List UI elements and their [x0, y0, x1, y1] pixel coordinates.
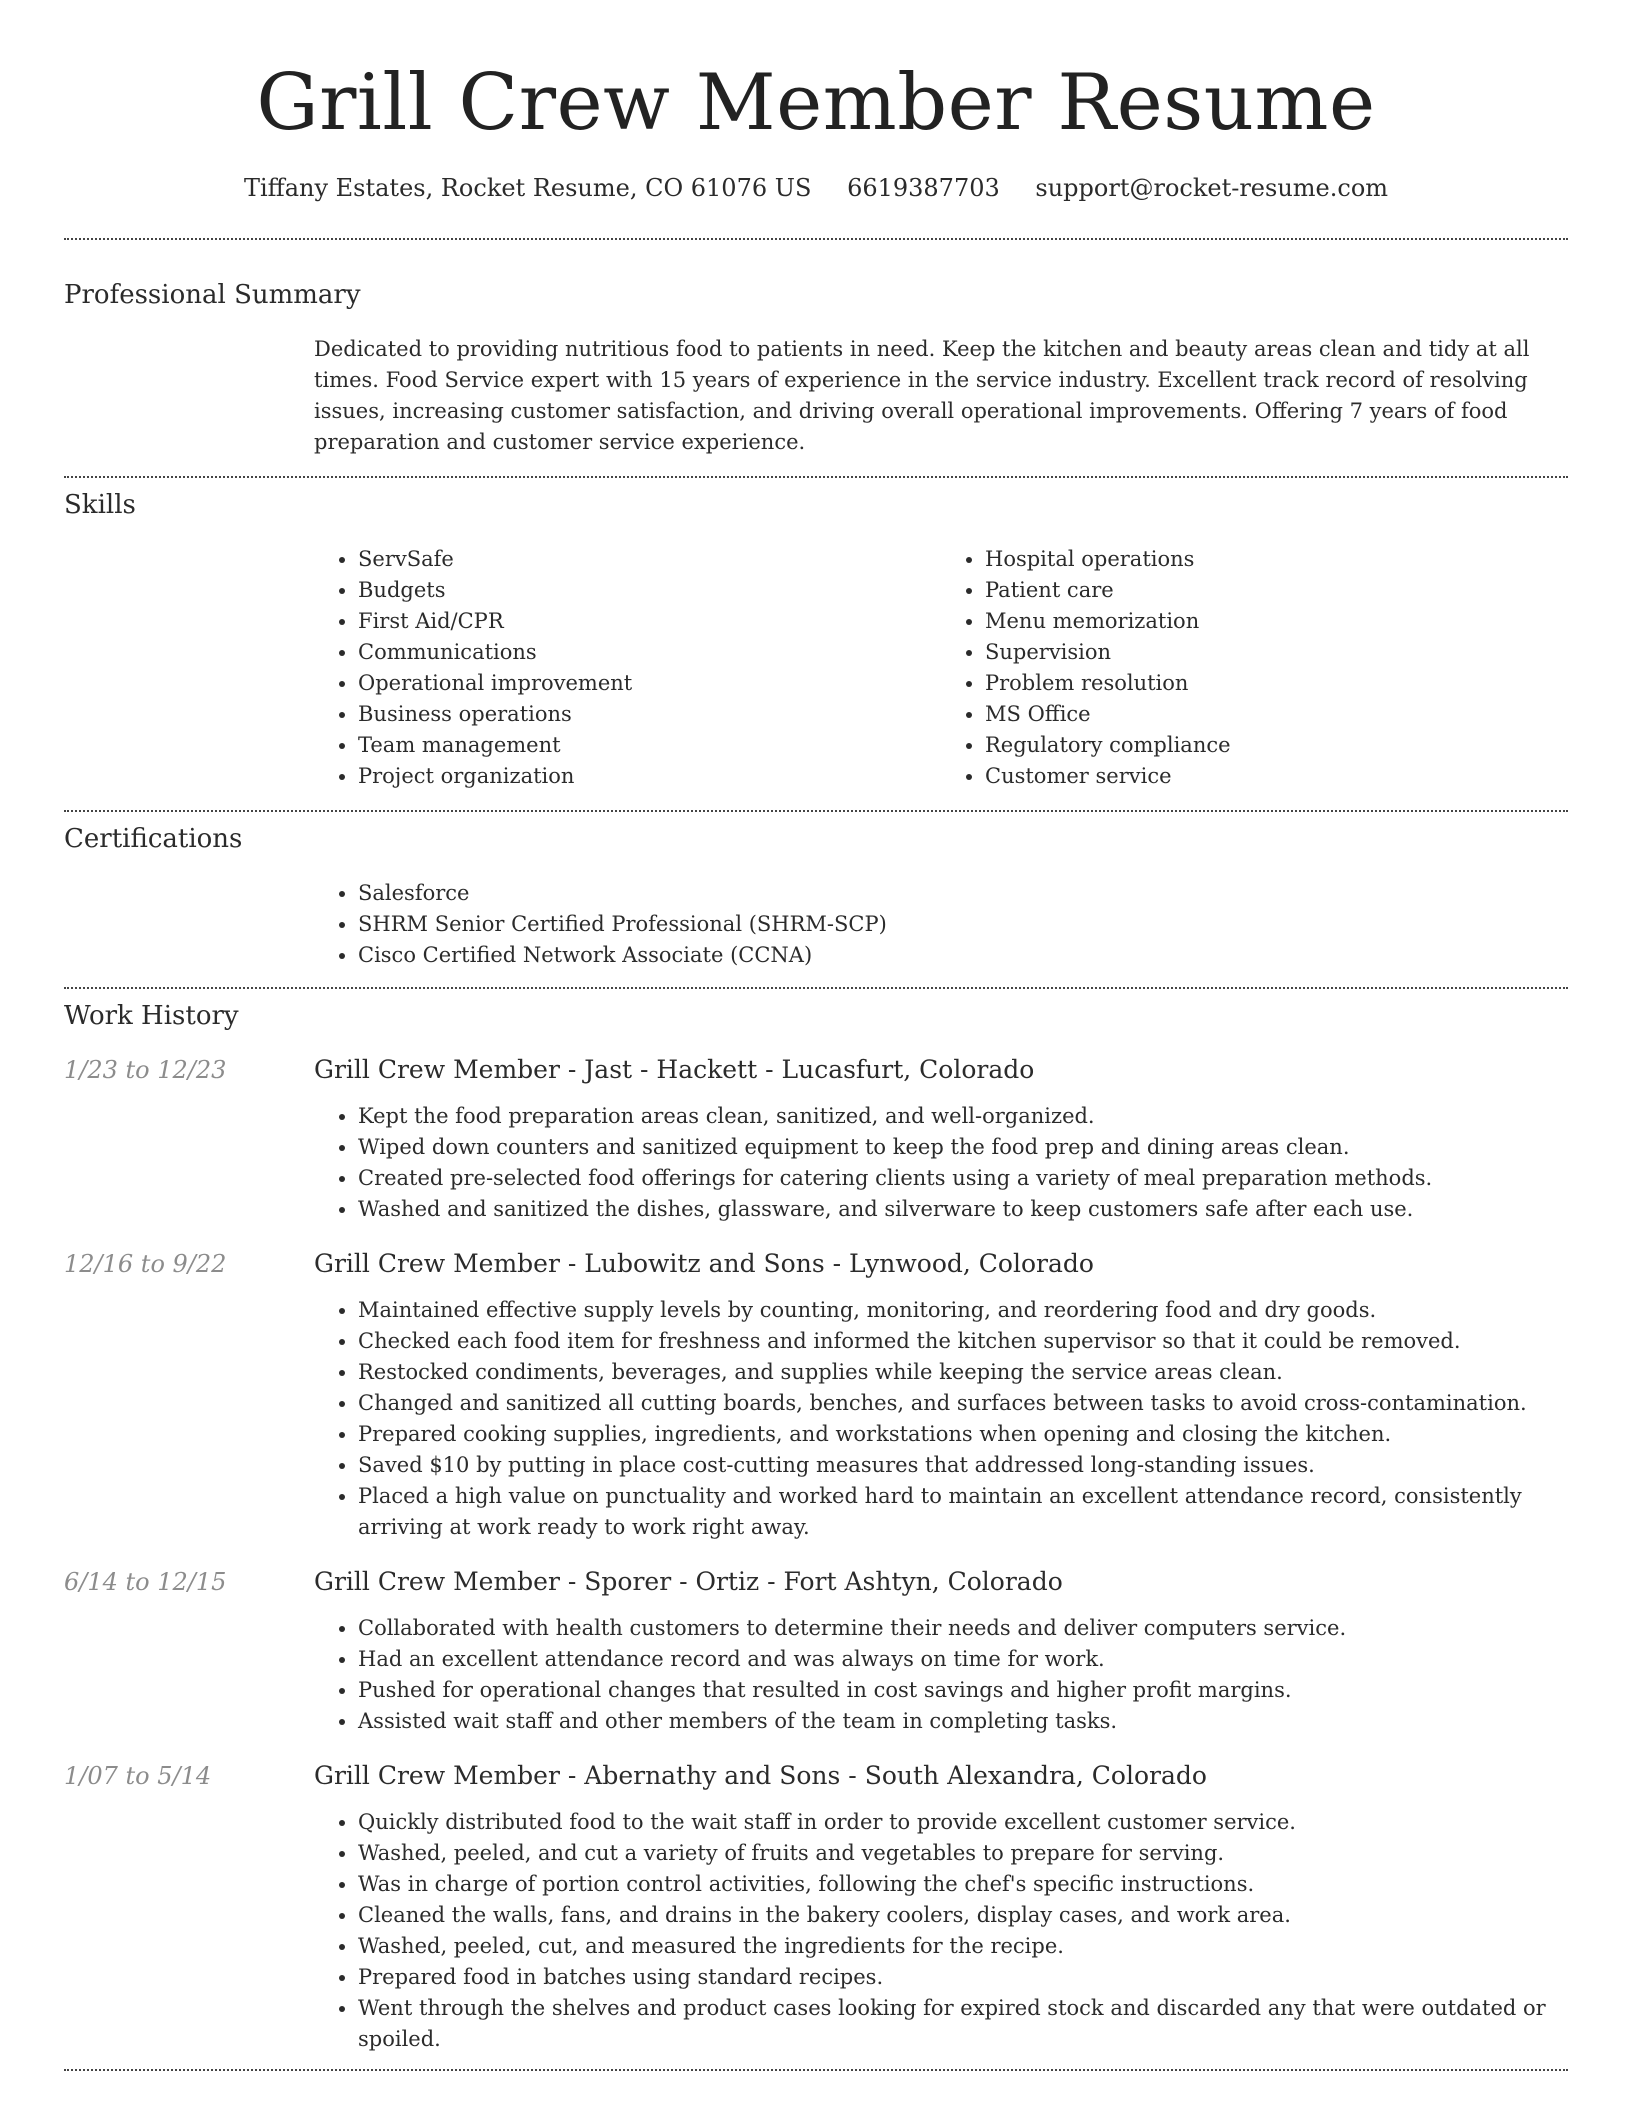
job-bullet: • Prepared food in batches using standard recipes.	[358, 1962, 1568, 1993]
skill-item: • Problem resolution	[985, 668, 1568, 699]
section-heading-skills: Skills	[64, 490, 136, 520]
resume-page	[64, 0, 1568, 2071]
job-details	[314, 1247, 1568, 1543]
job-entry	[64, 1759, 1568, 2055]
skills-column-left	[314, 544, 941, 792]
job-bullet: • Created pre-selected food offerings for catering clients using a variety of meal preparation methods.	[358, 1163, 1568, 1194]
contact-address: Tiffany Estates, Rocket Resume, CO 61076 US	[243, 174, 812, 202]
contact-info	[64, 174, 1568, 202]
job-bullet: • Placed a high value on punctuality and worked hard to maintain an excellent attendance record, consistently arriving at work ready to work right away.	[358, 1481, 1568, 1543]
divider	[64, 987, 1568, 989]
skill-item: • Hospital operations	[985, 544, 1568, 575]
job-bullet: • Wiped down counters and sanitized equipment to keep the food prep and dining areas clean.	[358, 1132, 1568, 1163]
job-title: Grill Crew Member - Jast - Hackett - Lucasfurt, Colorado	[314, 1055, 1035, 1084]
job-dates: 1/07 to 5/14	[64, 1762, 212, 1790]
job-bullet: • Prepared cooking supplies, ingredients, and workstations when opening and closing the kitchen.	[358, 1419, 1568, 1450]
skill-item: • Operational improvement	[358, 668, 941, 699]
job-bullet: • Washed, peeled, cut, and measured the ingredients for the recipe.	[358, 1931, 1568, 1962]
job-bullet: • Pushed for operational changes that resulted in cost savings and higher profit margins.	[358, 1675, 1568, 1706]
certification-item: • SHRM Senior Certified Professional (SHRM-SCP)	[358, 909, 1568, 940]
job-bullet: • Saved $10 by putting in place cost-cutting measures that addressed long-standing issues.	[358, 1450, 1568, 1481]
divider	[64, 810, 1568, 812]
skill-item: • Business operations	[358, 699, 941, 730]
job-bullet: • Went through the shelves and product cases looking for expired stock and discarded any that were outdated or spoiled.	[358, 1993, 1568, 2055]
job-bullet: • Maintained effective supply levels by counting, monitoring, and reordering food and dry goods.	[358, 1295, 1568, 1326]
skill-item: • Budgets	[358, 575, 941, 606]
section-heading-certifications: Certifications	[64, 824, 243, 854]
skill-item: • Menu memorization	[985, 606, 1568, 637]
divider	[64, 2069, 1568, 2071]
divider	[64, 476, 1568, 478]
job-bullet: • Changed and sanitized all cutting boards, benches, and surfaces between tasks to avoid cross-contamination.	[358, 1388, 1568, 1419]
job-dates: 6/14 to 12/15	[64, 1568, 227, 1596]
skill-item: • First Aid/CPR	[358, 606, 941, 637]
job-entry	[64, 1247, 1568, 1543]
skill-item: • Project organization	[358, 761, 941, 792]
contact-email: support@rocket-resume.com	[1035, 174, 1389, 202]
job-dates: 1/23 to 12/23	[64, 1056, 227, 1084]
job-title: Grill Crew Member - Abernathy and Sons - South Alexandra, Colorado	[314, 1761, 1207, 1790]
job-bullets	[314, 1613, 1568, 1737]
job-details	[314, 1053, 1568, 1225]
skill-item: • Supervision	[985, 637, 1568, 668]
section-heading-summary: Professional Summary	[64, 280, 361, 310]
summary-text: Dedicated to providing nutritious food to patients in need. Keep the kitchen and beauty areas clean and tidy at all times. Food Service expert with 15 years of experience in the service industry. Excellent track record of resolving issues, increasing customer satisfaction, and driving overall operational improvements. Offering 7 years of food preparation and customer service experience.	[314, 337, 1530, 454]
skill-item: • Team management	[358, 730, 941, 761]
job-bullets	[314, 1101, 1568, 1225]
job-bullet: • Was in charge of portion control activities, following the chef's specific instructions.	[358, 1869, 1568, 1900]
skill-item: • Regulatory compliance	[985, 730, 1568, 761]
contact-phone: 6619387703	[847, 174, 1000, 202]
job-bullet: • Collaborated with health customers to determine their needs and deliver computers service.	[358, 1613, 1568, 1644]
job-bullet: • Quickly distributed food to the wait staff in order to provide excellent customer service.	[358, 1807, 1568, 1838]
job-bullets	[314, 1807, 1568, 2055]
work-history-list	[64, 1053, 1568, 2055]
job-bullet: • Had an excellent attendance record and was always on time for work.	[358, 1644, 1568, 1675]
job-bullet: • Checked each food item for freshness and informed the kitchen supervisor so that it could be removed.	[358, 1326, 1568, 1357]
skills-column-right	[941, 544, 1568, 792]
job-bullet: • Assisted wait staff and other members of the team in completing tasks.	[358, 1706, 1568, 1737]
section-heading-work-history: Work History	[64, 1001, 239, 1031]
skill-item: • Patient care	[985, 575, 1568, 606]
job-title: Grill Crew Member - Sporer - Ortiz - Fort Ashtyn, Colorado	[314, 1567, 1063, 1596]
certification-item: • Salesforce	[358, 878, 1568, 909]
certifications-items	[314, 878, 1568, 971]
divider	[64, 238, 1568, 240]
skill-item: • ServSafe	[358, 544, 941, 575]
skill-item: • Communications	[358, 637, 941, 668]
job-bullet: • Washed, peeled, and cut a variety of fruits and vegetables to prepare for serving.	[358, 1838, 1568, 1869]
job-details	[314, 1759, 1568, 2055]
job-entry	[64, 1565, 1568, 1737]
job-bullets	[314, 1295, 1568, 1543]
skill-item: • MS Office	[985, 699, 1568, 730]
certifications-list	[314, 878, 1568, 971]
resume-title: Grill Crew Member Resume	[256, 58, 1376, 148]
job-entry	[64, 1053, 1568, 1225]
job-details	[314, 1565, 1568, 1737]
job-bullet: • Cleaned the walls, fans, and drains in the bakery coolers, display cases, and work area.	[358, 1900, 1568, 1931]
job-bullet: • Restocked condiments, beverages, and supplies while keeping the service areas clean.	[358, 1357, 1568, 1388]
job-bullet: • Kept the food preparation areas clean, sanitized, and well-organized.	[358, 1101, 1568, 1132]
skills-list	[314, 544, 1568, 792]
skill-item: • Customer service	[985, 761, 1568, 792]
job-dates: 12/16 to 9/22	[64, 1250, 227, 1278]
job-bullet: • Washed and sanitized the dishes, glassware, and silverware to keep customers safe after each use.	[358, 1194, 1568, 1225]
job-title: Grill Crew Member - Lubowitz and Sons - Lynwood, Colorado	[314, 1249, 1094, 1278]
certification-item: • Cisco Certified Network Associate (CCNA)	[358, 940, 1568, 971]
